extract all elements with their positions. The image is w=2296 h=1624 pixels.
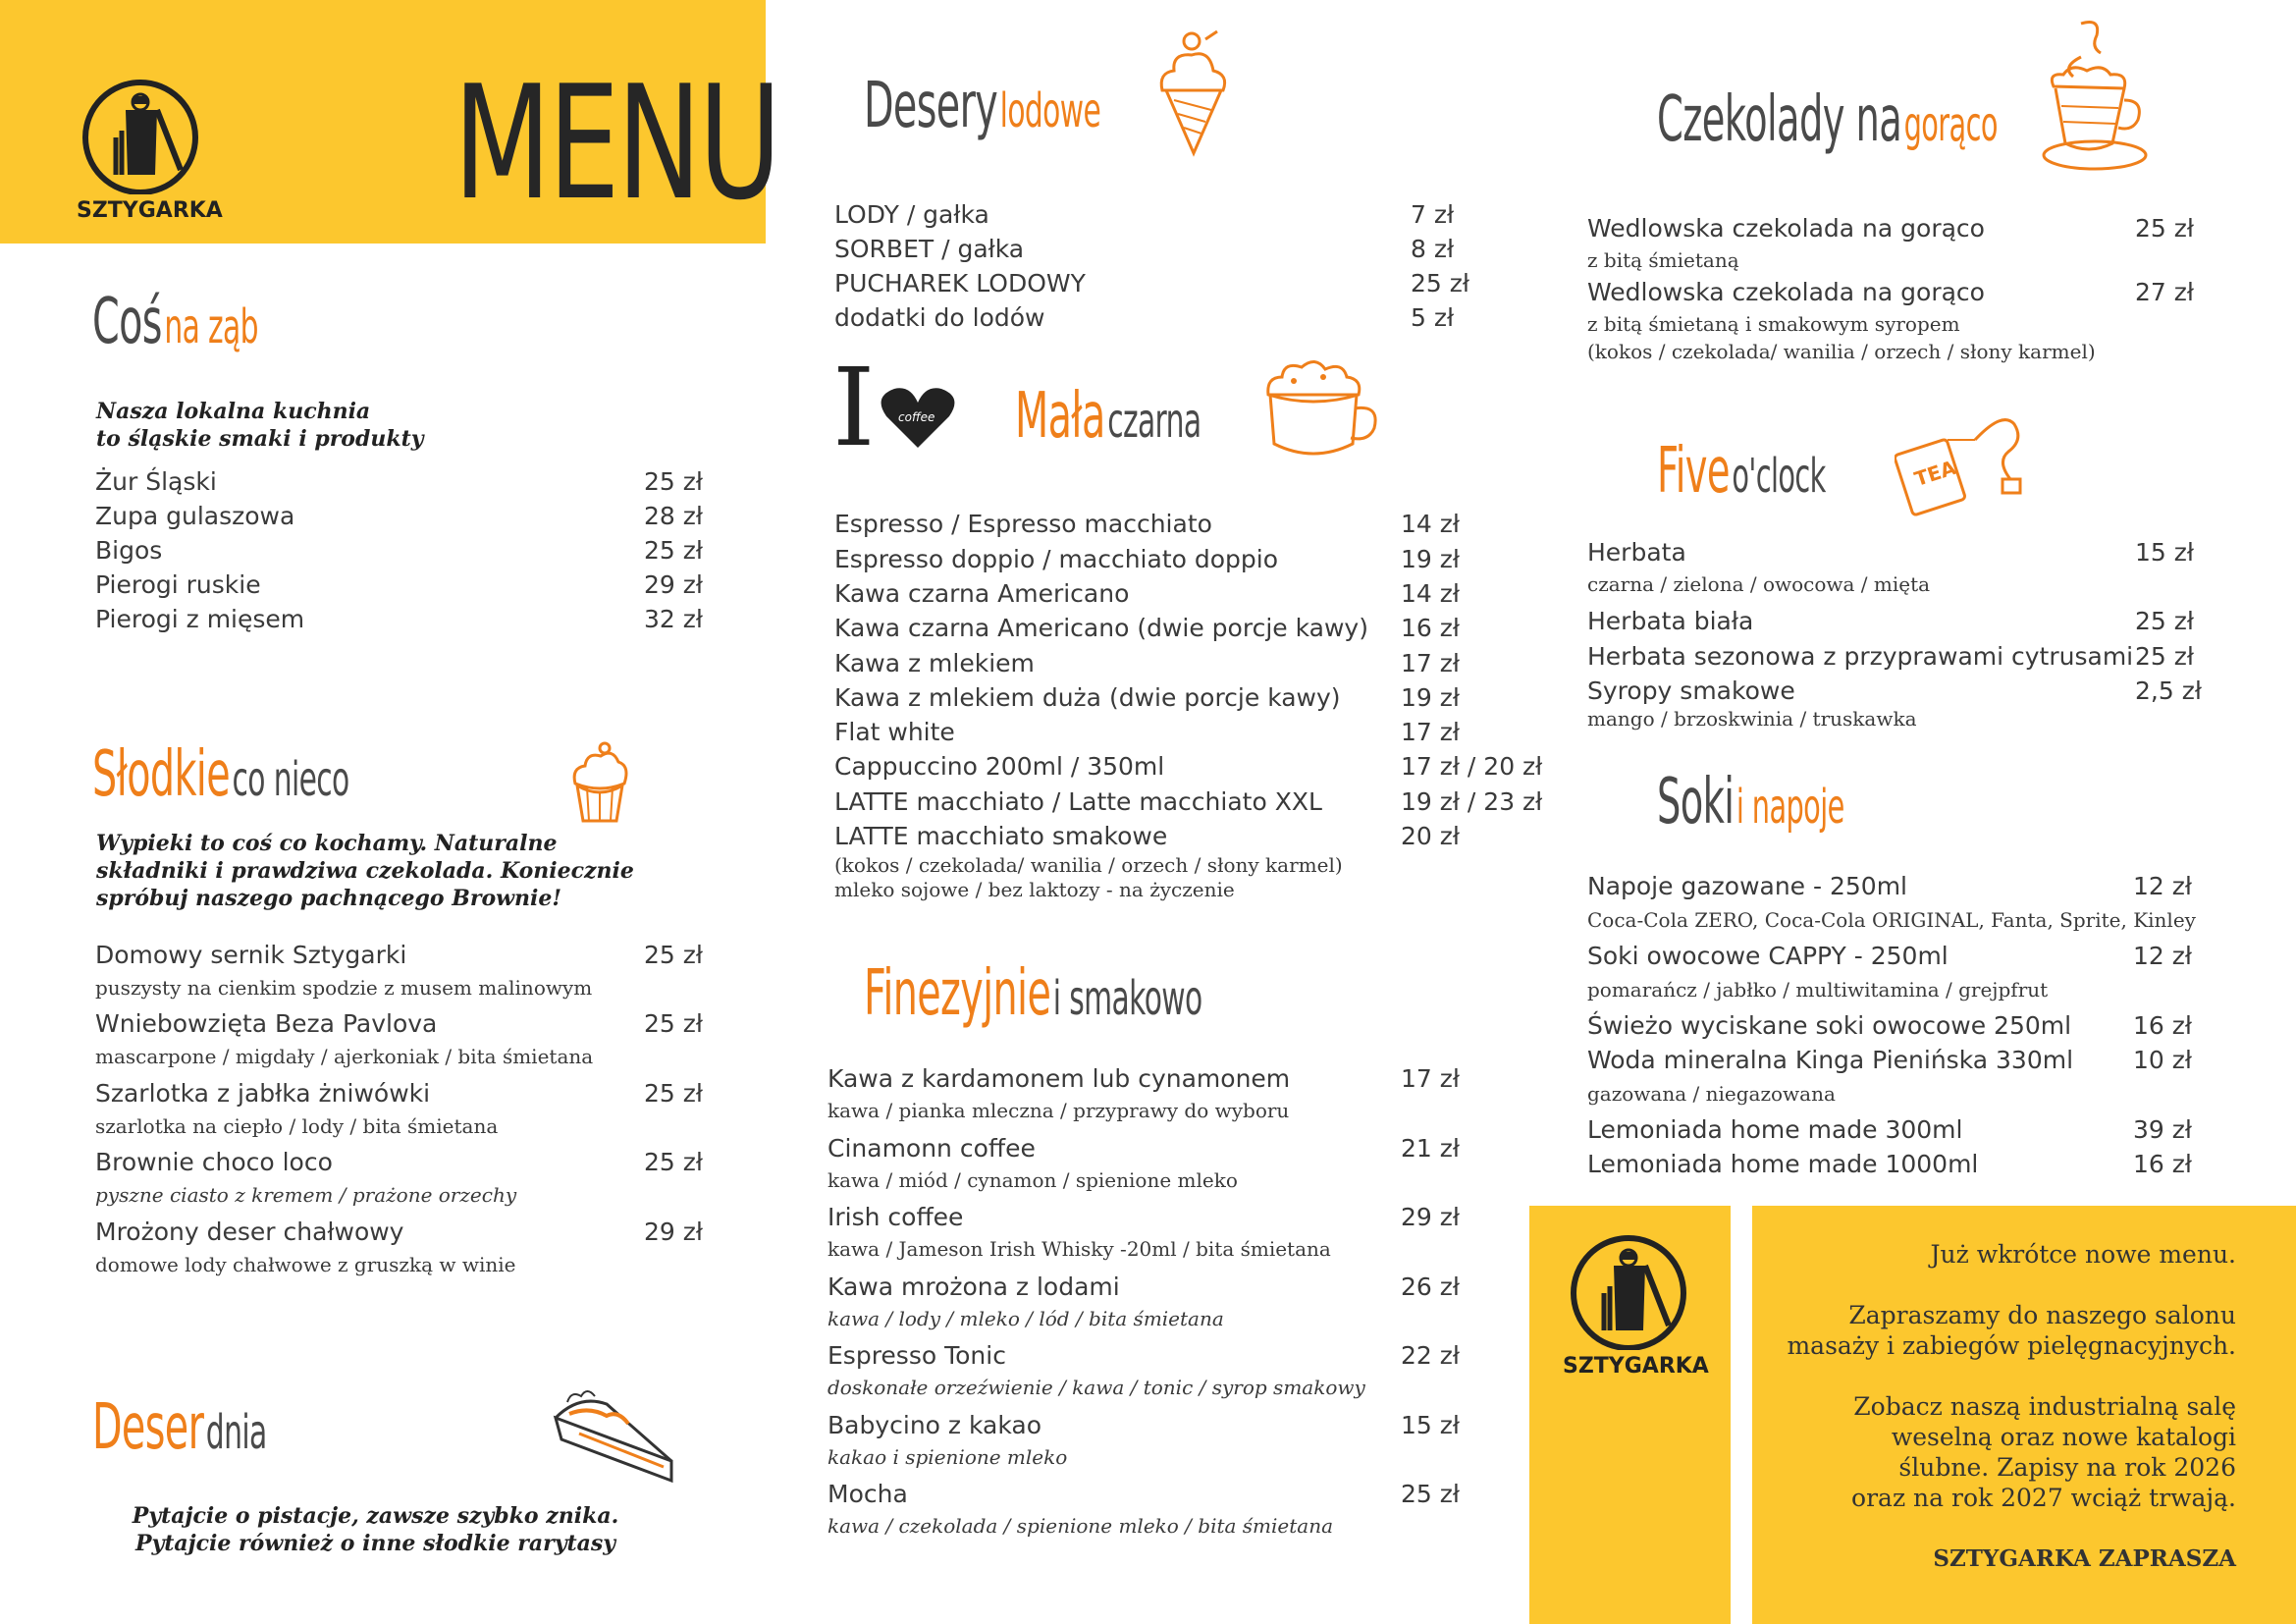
menu-item-name: LODY / gałka bbox=[834, 200, 989, 229]
menu-item-price: 25 zł bbox=[644, 1148, 703, 1176]
section-title-soki: Soki i napoje bbox=[1657, 766, 1844, 839]
menu-item-name: Lemoniada home made 1000ml bbox=[1587, 1150, 1979, 1178]
menu-item-price: 16 zł bbox=[1401, 614, 1460, 642]
menu-item-name: Espresso / Espresso macchiato bbox=[834, 510, 1212, 538]
menu-item-name: Herbata sezonowa z przyprawami cytrusami bbox=[1587, 642, 2134, 671]
menu-item-name: Wedlowska czekolada na gorąco bbox=[1587, 214, 1985, 243]
menu-item-name: Mocha bbox=[828, 1480, 908, 1508]
menu-item-name: Herbata bbox=[1587, 538, 1686, 567]
menu-item-name: Woda mineralna Kinga Pienińska 330ml bbox=[1587, 1046, 2074, 1074]
menu-item-description: z bitą śmietaną bbox=[1587, 248, 1739, 272]
menu-item-price: 17 zł bbox=[1401, 1064, 1460, 1093]
menu-item-name: Wedlowska czekolada na gorąco bbox=[1587, 278, 1985, 306]
section-title-desery-lodowe: Desery lodowe bbox=[864, 70, 1101, 142]
menu-item-description: mascarpone / migdały / ajerkoniak / bita śmietana bbox=[95, 1045, 594, 1068]
heart-text: coffee bbox=[898, 410, 935, 424]
menu-item-price: 14 zł bbox=[1401, 579, 1460, 608]
menu-item-price: 25 zł bbox=[1401, 1480, 1460, 1508]
menu-item-price: 15 zł bbox=[2135, 538, 2194, 567]
menu-item-price: 25 zł bbox=[644, 536, 703, 565]
section-title-czekolady: Czekolady na gorąco bbox=[1657, 83, 1998, 156]
latte-desc: (kokos / czekolada/ wanilia / orzech / słony karmel) bbox=[834, 853, 1343, 877]
menu-item-name: Szarlotka z jabłka żniwówki bbox=[95, 1079, 431, 1108]
menu-item-price: 26 zł bbox=[1401, 1272, 1460, 1301]
menu-item-price: 17 zł / 20 zł bbox=[1401, 752, 1543, 781]
menu-item-name: Babycino z kakao bbox=[828, 1411, 1041, 1439]
menu-item-name: Cinamonn coffee bbox=[828, 1134, 1036, 1163]
menu-item-price: 10 zł bbox=[2133, 1046, 2192, 1074]
section-title-mala-czarna: Mała czarna bbox=[1015, 380, 1201, 453]
brand-name: SZTYGARKA bbox=[1563, 1354, 1709, 1379]
footer-signature: SZTYGARKA ZAPRASZA bbox=[1933, 1545, 2236, 1572]
menu-item-price: 22 zł bbox=[1401, 1341, 1460, 1370]
menu-item-price: 14 zł bbox=[1401, 510, 1460, 538]
menu-item-price: 5 zł bbox=[1411, 303, 1455, 332]
menu-item-price: 25 zł bbox=[2135, 214, 2194, 243]
menu-item-price: 7 zł bbox=[1411, 200, 1455, 229]
menu-item-price: 21 zł bbox=[1401, 1134, 1460, 1163]
menu-item-name: Kawa czarna Americano (dwie porcje kawy) bbox=[834, 614, 1368, 642]
section-title-deser-dnia: Deser dnia bbox=[92, 1391, 267, 1464]
menu-item-name: Pierogi ruskie bbox=[95, 570, 261, 599]
mine-tower-icon bbox=[77, 77, 204, 194]
cappy-desc: pomarańcz / jabłko / multiwitamina / grejpfrut bbox=[1587, 978, 2049, 1001]
menu-item-price: 39 zł bbox=[2133, 1115, 2192, 1144]
menu-item-price: 29 zł bbox=[644, 1218, 703, 1246]
menu-item-price: 25 zł bbox=[644, 941, 703, 969]
menu-item-price: 25 zł bbox=[1411, 269, 1469, 298]
section-title-slodkie: Słodkie co nieco bbox=[92, 738, 349, 811]
herbata-desc: czarna / zielona / owocowa / mięta bbox=[1587, 572, 1931, 596]
menu-item-name: Kawa mrożona z lodami bbox=[828, 1272, 1120, 1301]
menu-item-price: 2,5 zł bbox=[2135, 677, 2202, 705]
syropy-desc: mango / brzoskwinia / truskawka bbox=[1587, 707, 1917, 731]
menu-item-name: Kawa czarna Americano bbox=[834, 579, 1130, 608]
menu-item-price: 17 zł bbox=[1401, 718, 1460, 746]
menu-item-price: 8 zł bbox=[1411, 235, 1455, 263]
section-intro: Wypieki to coś co kochamy. Naturalne składniki i prawdziwa czekolada. Koniecznie spróbuj naszego pachnącego Brownie! bbox=[96, 831, 634, 911]
menu-item-name: Lemoniada home made 300ml bbox=[1587, 1115, 1963, 1144]
menu-item-name: Żur Śląski bbox=[95, 467, 217, 496]
menu-item-name: PUCHAREK LODOWY bbox=[834, 269, 1086, 298]
menu-item-name: Syropy smakowe bbox=[1587, 677, 1795, 705]
mine-tower-icon bbox=[1565, 1232, 1692, 1350]
menu-title: MENU bbox=[454, 51, 779, 235]
menu-item-price: 16 zł bbox=[2133, 1150, 2192, 1178]
menu-item-name: Brownie choco loco bbox=[95, 1148, 333, 1176]
brand-logo bbox=[77, 77, 223, 234]
menu-item-name: Wniebowzięta Beza Pavlova bbox=[95, 1009, 438, 1038]
menu-item-name: dodatki do lodów bbox=[834, 303, 1045, 332]
menu-item-name: Kawa z mlekiem bbox=[834, 649, 1035, 677]
menu-item-name: Espresso Tonic bbox=[828, 1341, 1006, 1370]
menu-item-name: SORBET / gałka bbox=[834, 235, 1025, 263]
menu-item-description: kawa / lody / mleko / lód / bita śmietana bbox=[828, 1307, 1224, 1330]
menu-item-price: 19 zł bbox=[1401, 683, 1460, 712]
menu-item-name: Napoje gazowane - 250ml bbox=[1587, 872, 1907, 900]
tea-label: TEA bbox=[1911, 455, 1959, 492]
menu-item-price: 12 zł bbox=[2133, 942, 2192, 970]
menu-item-name: Pierogi z mięsem bbox=[95, 605, 305, 633]
menu-item-name: Espresso doppio / macchiato doppio bbox=[834, 545, 1279, 573]
menu-item-name: Soki owocowe CAPPY - 250ml bbox=[1587, 942, 1949, 970]
menu-item-description: z bitą śmietaną i smakowym syropem bbox=[1587, 312, 1960, 336]
menu-item-name: Świeżo wyciskane soki owocowe 250ml bbox=[1587, 1011, 2072, 1040]
section-title-finezyjnie: Finezyjnie i smakowo bbox=[864, 957, 1202, 1030]
menu-item-price: 15 zł bbox=[1401, 1411, 1460, 1439]
latte-desc-milk: mleko sojowe / bez laktozy - na życzenie bbox=[834, 878, 1235, 901]
napoje-desc: Coca-Cola ZERO, Coca-Cola ORIGINAL, Fanta, Sprite, Kinley bbox=[1587, 908, 2196, 932]
menu-item-name: LATTE macchiato / Latte macchiato XXL bbox=[834, 787, 1322, 816]
menu-item-price: 28 zł bbox=[644, 502, 703, 530]
menu-item-description: domowe lody chałwowe z gruszką w winie bbox=[95, 1253, 516, 1276]
i-letter: I bbox=[832, 345, 875, 470]
czekolada-flavours: (kokos / czekolada/ wanilia / orzech / słony karmel) bbox=[1587, 340, 2096, 363]
menu-item-name: Cappuccino 200ml / 350ml bbox=[834, 752, 1165, 781]
brand-name: SZTYGARKA bbox=[77, 198, 223, 223]
menu-item-price: 29 zł bbox=[644, 570, 703, 599]
menu-item-name: Irish coffee bbox=[828, 1203, 964, 1231]
menu-item-name: Mrożony deser chałwowy bbox=[95, 1218, 404, 1246]
section-title-cos-na-zab: Coś na ząb bbox=[92, 286, 258, 358]
menu-item-price: 20 zł bbox=[1401, 822, 1460, 850]
menu-item-price: 19 zł / 23 zł bbox=[1401, 787, 1543, 816]
menu-item-price: 27 zł bbox=[2135, 278, 2194, 306]
menu-item-name: Zupa gulaszowa bbox=[95, 502, 295, 530]
menu-item-price: 25 zł bbox=[644, 467, 703, 496]
menu-item-name: Bigos bbox=[95, 536, 163, 565]
menu-item-description: kawa / miód / cynamon / spienione mleko bbox=[828, 1168, 1238, 1192]
menu-item-description: kakao i spienione mleko bbox=[828, 1445, 1068, 1469]
menu-item-description: kawa / pianka mleczna / przyprawy do wyboru bbox=[828, 1099, 1290, 1122]
woda-desc: gazowana / niegazowana bbox=[1587, 1082, 1836, 1106]
menu-item-name: Flat white bbox=[834, 718, 955, 746]
footer-brand-logo bbox=[1561, 1232, 1709, 1389]
menu-item-price: 32 zł bbox=[644, 605, 703, 633]
menu-item-price: 17 zł bbox=[1401, 649, 1460, 677]
ice-cream-icon bbox=[1154, 29, 1233, 157]
menu-item-name: Kawa z kardamonem lub cynamonem bbox=[828, 1064, 1291, 1093]
menu-item-name: LATTE macchiato smakowe bbox=[834, 822, 1168, 850]
menu-item-name: Herbata biała bbox=[1587, 607, 1754, 635]
menu-item-description: puszysty na cienkim spodzie z musem malinowym bbox=[95, 976, 593, 1000]
section-title-five-oclock: Five o'clock bbox=[1657, 435, 1826, 508]
menu-item-price: 16 zł bbox=[2133, 1011, 2192, 1040]
footer-note: Już wkrótce nowe menu. Zapraszamy do naszego salonu masaży i zabiegów pielęgnacyjnych. Zobacz naszą industrialną salę weselną oraz nowe katalogi ślubne. Zapisy na rok 2026 oraz na rok 2027 wciąż trwają. SZTYGARKA ZAPRASZA bbox=[1767, 1239, 2236, 1574]
menu-item-price: 25 zł bbox=[644, 1009, 703, 1038]
menu-item-price: 19 zł bbox=[1401, 545, 1460, 573]
menu-item-price: 25 zł bbox=[2135, 642, 2194, 671]
menu-item-name: Domowy sernik Sztygarki bbox=[95, 941, 407, 969]
cupcake-icon bbox=[565, 738, 634, 827]
menu-item-description: kawa / czekolada / spienione mleko / bita śmietana bbox=[828, 1514, 1334, 1538]
menu-item-price: 12 zł bbox=[2133, 872, 2192, 900]
menu-item-description: kawa / Jameson Irish Whisky -20ml / bita śmietana bbox=[828, 1237, 1331, 1261]
menu-item-price: 25 zł bbox=[2135, 607, 2194, 635]
menu-item-description: szarlotka na ciepło / lody / bita śmietana bbox=[95, 1114, 499, 1138]
menu-item-description: pyszne ciasto z kremem / prażone orzechy bbox=[95, 1183, 517, 1207]
menu-item-name: Kawa z mlekiem duża (dwie porcje kawy) bbox=[834, 683, 1341, 712]
cake-slice-icon bbox=[550, 1377, 677, 1485]
menu-item-price: 25 zł bbox=[644, 1079, 703, 1108]
menu-item-description: doskonałe orzeźwienie / kawa / tonic / syrop smakowy bbox=[828, 1376, 1365, 1399]
hot-chocolate-icon bbox=[2042, 18, 2150, 175]
deser-dnia-text: Pytajcie o pistacje, zawsze szybko znika. Pytajcie również o inne słodkie rarytasy bbox=[132, 1503, 619, 1556]
menu-item-price: 29 zł bbox=[1401, 1203, 1460, 1231]
section-intro: Nasza lokalna kuchnia to śląskie smaki i produkty bbox=[96, 399, 424, 452]
tea-bag-icon bbox=[1895, 410, 2032, 518]
coffee-cup-icon bbox=[1264, 355, 1382, 463]
